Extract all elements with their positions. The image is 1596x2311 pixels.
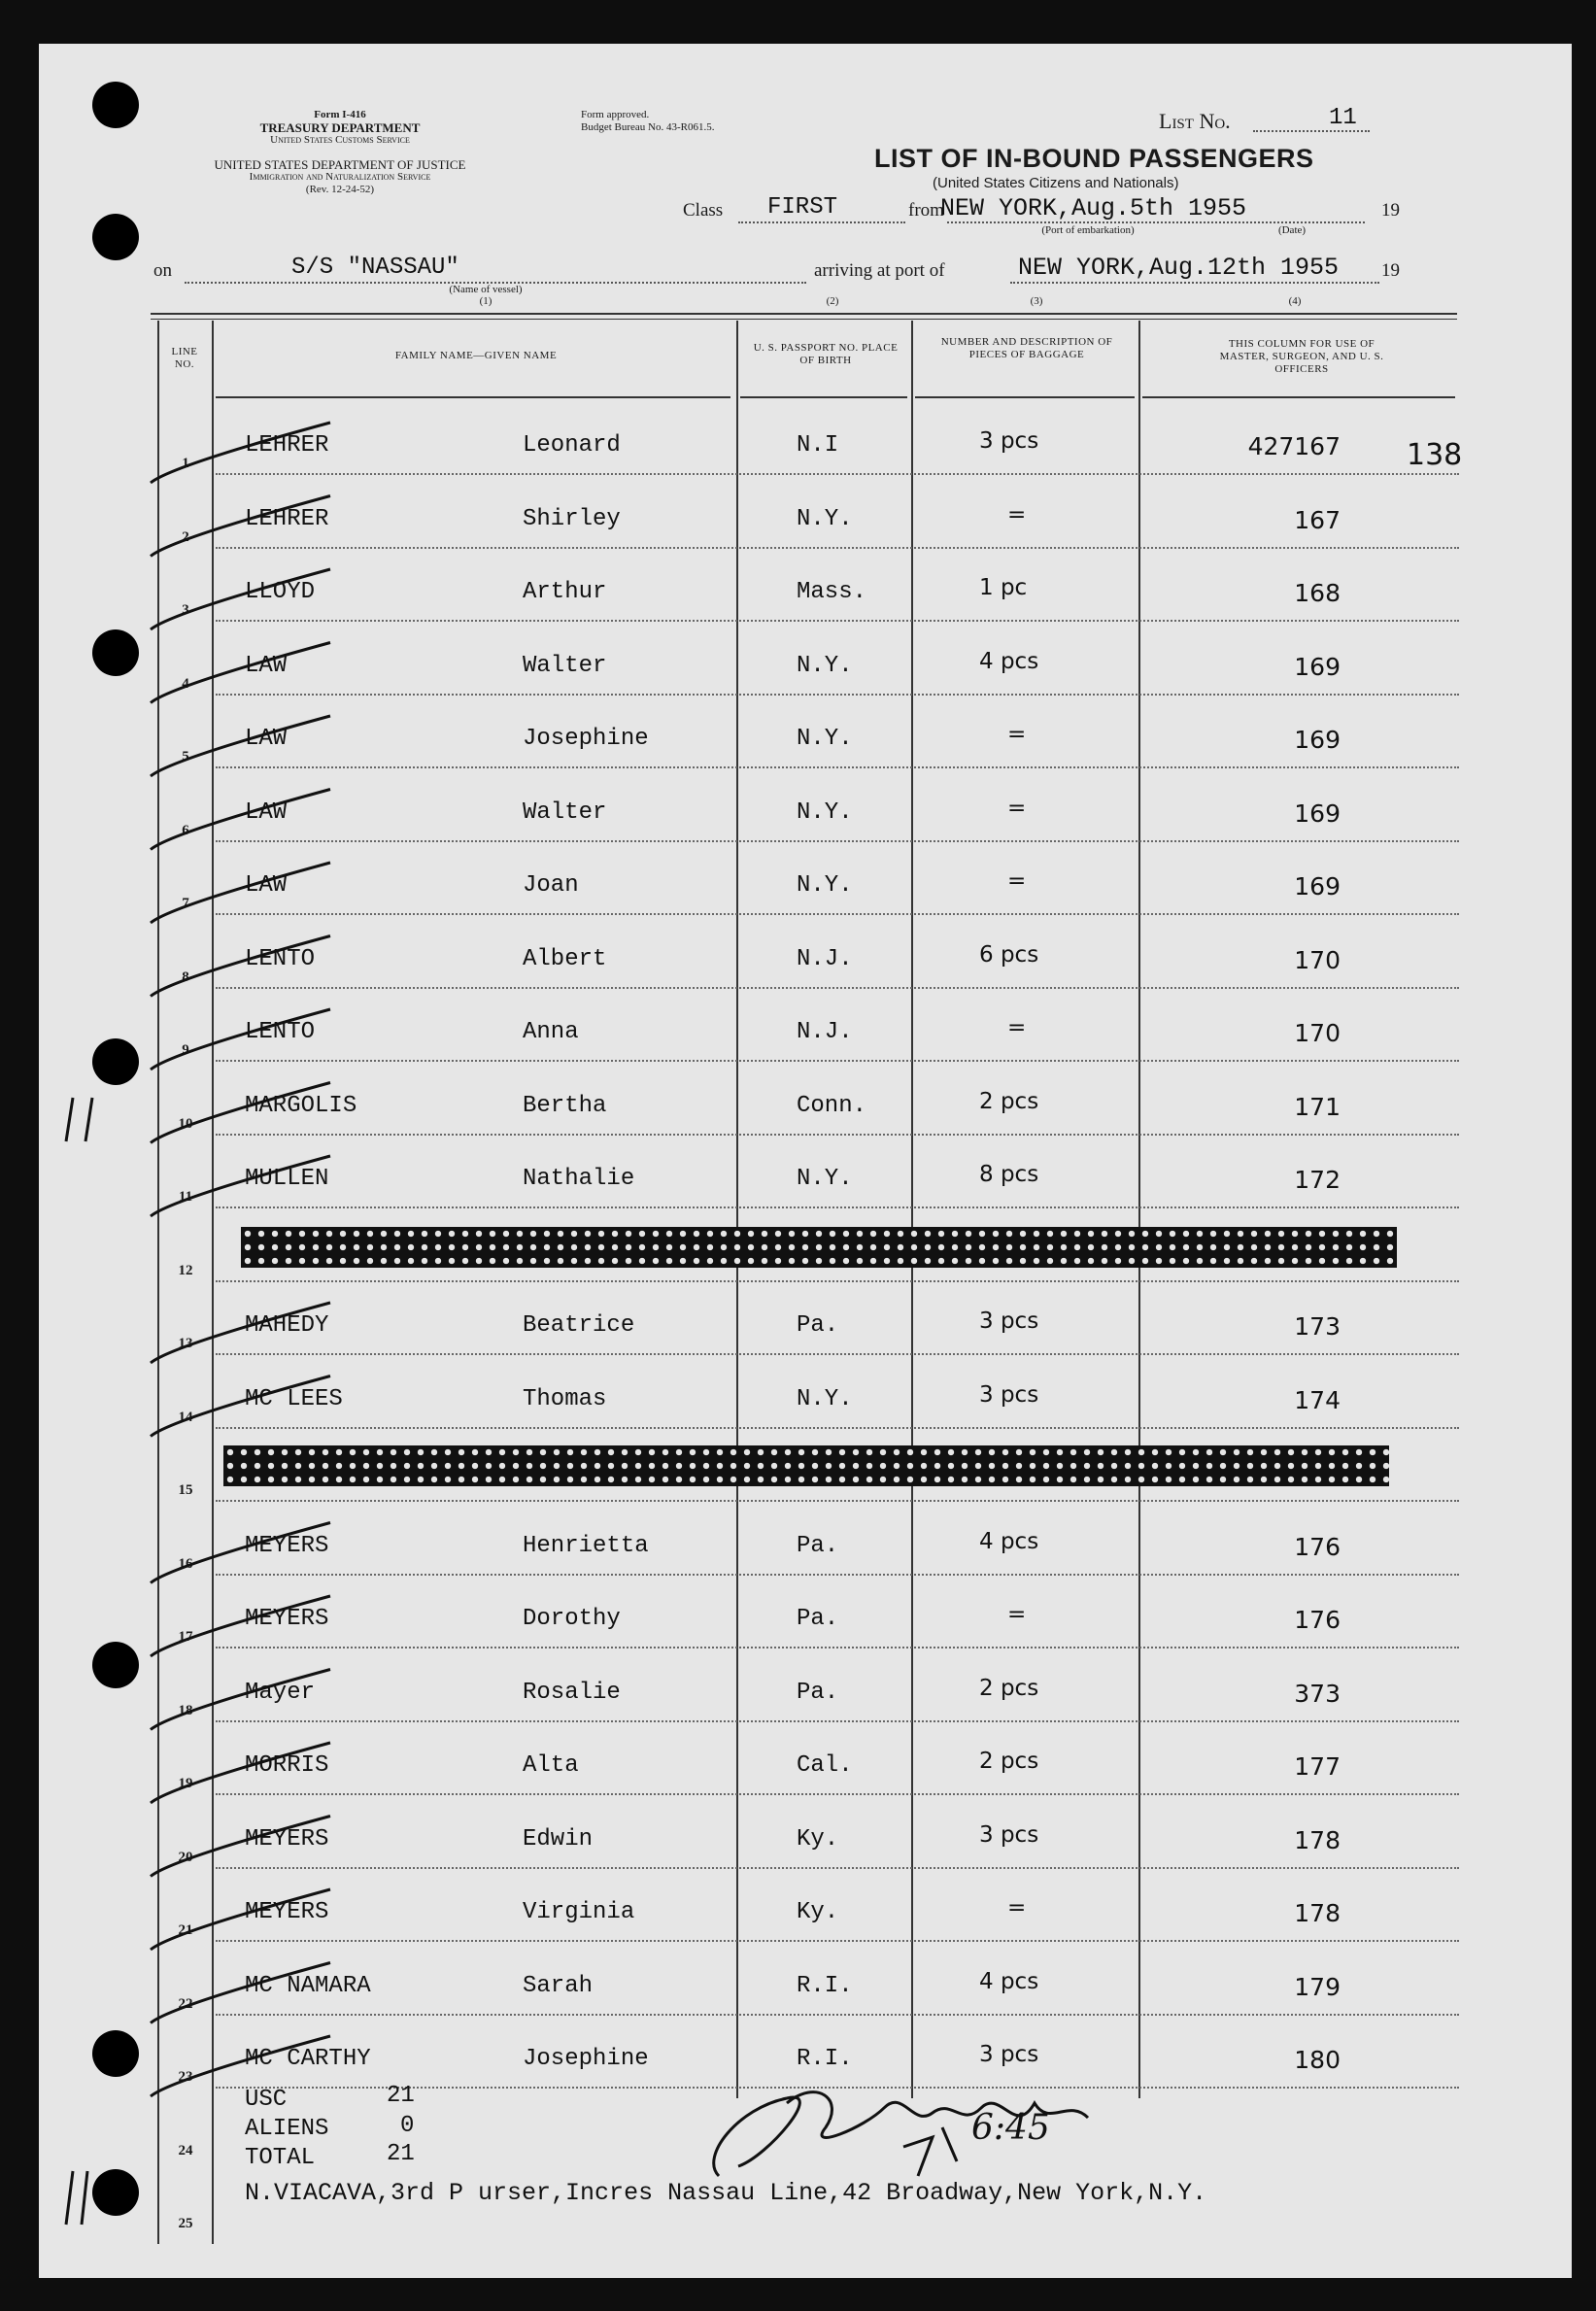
given-name: Alta	[523, 1752, 579, 1779]
baggage: 1 pc	[979, 575, 1028, 600]
col-num-4: (4)	[1288, 295, 1302, 307]
baggage: =	[1007, 1895, 1027, 1920]
baggage: 2 pcs	[979, 1749, 1039, 1774]
row-number: 19	[178, 1776, 193, 1791]
family-name: MARGOLIS	[245, 1092, 357, 1119]
given-name: Thomas	[523, 1385, 607, 1412]
family-name: MULLEN	[245, 1166, 329, 1192]
family-name: Mayer	[245, 1679, 316, 1706]
family-name: LEHRER	[245, 432, 329, 459]
place-of-birth: Ky.	[797, 1825, 839, 1852]
row-number: 6	[182, 822, 189, 838]
place-of-birth: Pa.	[797, 1679, 839, 1706]
officer-number: 167	[1294, 505, 1341, 534]
header-line-no: LINE NO.	[171, 346, 198, 370]
arriving-year: 19	[1381, 260, 1400, 281]
baggage: 4 pcs	[979, 1968, 1039, 1994]
row-number: 12	[178, 1262, 193, 1278]
place-of-birth: R.I.	[797, 1972, 853, 1999]
given-name: Bertha	[523, 1092, 607, 1119]
list-no-value: 11	[1329, 105, 1357, 131]
col-num-3: (3)	[1030, 295, 1043, 307]
row-number: 5	[182, 749, 189, 765]
row-number: 18	[178, 1702, 193, 1718]
header-baggage: NUMBER AND DESCRIPTION OF PIECES OF BAGGAGE	[940, 336, 1113, 360]
given-name: Walter	[523, 652, 607, 679]
family-name: MC NAMARA	[245, 1972, 371, 1999]
officer-number: 169	[1294, 726, 1341, 754]
col-num-1: (1)	[479, 295, 492, 307]
class-value: FIRST	[767, 194, 838, 221]
revision: (Rev. 12-24-52)	[305, 184, 375, 195]
total-label: TOTAL	[245, 2145, 316, 2171]
row-number: 22	[178, 1995, 193, 2012]
given-name: Virginia	[523, 1899, 635, 1925]
row-number: 23	[178, 2069, 193, 2085]
place-of-birth: Mass.	[797, 579, 867, 605]
given-name: Henrietta	[523, 1532, 649, 1559]
check-mark	[151, 1523, 330, 1583]
check-mark	[151, 1963, 330, 2023]
header-passport: U. S. PASSPORT NO. PLACE OF BIRTH	[753, 342, 899, 366]
header-officers: THIS COLUMN FOR USE OF MASTER, SURGEON, AND U. S. OFFICERS	[1219, 338, 1384, 375]
place-of-birth: Cal.	[797, 1752, 853, 1779]
date-caption: (Date)	[1277, 224, 1307, 236]
family-name: LLOYD	[245, 579, 316, 605]
officer-number: 171	[1294, 1092, 1341, 1121]
row-number: 10	[178, 1115, 193, 1132]
given-name: Sarah	[523, 1972, 594, 1999]
family-name: LAW	[245, 726, 288, 752]
given-name: Shirley	[523, 505, 621, 532]
check-mark	[151, 936, 330, 997]
class-label: Class	[683, 200, 724, 221]
header-name: FAMILY NAME—GIVEN NAME	[394, 350, 558, 361]
given-name: Beatrice	[523, 1312, 635, 1339]
check-mark	[151, 2036, 330, 2096]
officer-number: 178	[1294, 1825, 1341, 1854]
given-name: Rosalie	[523, 1679, 621, 1706]
place-of-birth: R.I.	[797, 2046, 853, 2072]
family-name: LENTO	[245, 945, 316, 972]
family-name: LENTO	[245, 1019, 316, 1045]
row-number: 14	[178, 1409, 193, 1425]
place-of-birth: N.Y.	[797, 1385, 853, 1412]
given-name: Albert	[523, 945, 607, 972]
baggage: =	[1007, 501, 1027, 527]
footer-purser: N.VIACAVA,3rd P urser,Incres Nassau Line,42 Broadway,New York,N.Y.	[245, 2179, 1207, 2207]
baggage: 3 pcs	[979, 1308, 1039, 1334]
check-mark	[151, 643, 330, 703]
from-year: 19	[1381, 200, 1400, 221]
check-mark	[151, 569, 330, 629]
place-of-birth: N.Y.	[797, 872, 853, 899]
usc-value: 21	[387, 2083, 415, 2109]
baggage: =	[1007, 795, 1027, 821]
check-mark	[151, 1889, 330, 1950]
officer-number: 173	[1294, 1312, 1341, 1341]
check-mark	[151, 863, 330, 923]
ins-name: Immigration and Naturalization Service	[249, 171, 431, 183]
given-name: Joan	[523, 872, 579, 899]
officer-number: 172	[1294, 1166, 1341, 1194]
row-number: 15	[178, 1482, 193, 1498]
given-name: Josephine	[523, 726, 649, 752]
row-number: 3	[182, 602, 189, 618]
vessel-caption: (Name of vessel)	[449, 284, 523, 295]
check-mark	[151, 1083, 330, 1143]
place-of-birth: Pa.	[797, 1312, 839, 1339]
family-name: LEHRER	[245, 505, 329, 532]
from-label: from	[908, 200, 944, 221]
family-name: LAW	[245, 652, 288, 679]
check-mark	[151, 790, 330, 850]
given-name: Leonard	[523, 432, 621, 459]
place-of-birth: N.J.	[797, 1019, 853, 1045]
place-of-birth: Pa.	[797, 1606, 839, 1632]
baggage: =	[1007, 722, 1027, 747]
baggage: 2 pcs	[979, 1088, 1039, 1114]
baggage: 3 pcs	[979, 1821, 1039, 1848]
row-number: 21	[178, 1922, 193, 1938]
place-of-birth: Conn.	[797, 1092, 867, 1119]
family-name: MC LEES	[245, 1385, 343, 1412]
page-subtitle: (United States Citizens and Nationals)	[933, 175, 1179, 191]
baggage: 3 pcs	[979, 1381, 1039, 1408]
side-number: 138	[1407, 438, 1463, 472]
officer-number: 169	[1294, 652, 1341, 681]
officer-number: 174	[1294, 1385, 1341, 1414]
family-name: MEYERS	[245, 1532, 329, 1559]
family-name: LAW	[245, 799, 288, 826]
place-of-birth: N.J.	[797, 945, 853, 972]
form-number: Form I-416	[314, 109, 366, 120]
baggage: =	[1007, 868, 1027, 894]
from-value: NEW YORK,Aug.5th 1955	[940, 194, 1247, 222]
row-number: 16	[178, 1555, 193, 1572]
place-of-birth: N.Y.	[797, 726, 853, 752]
officer-number: 170	[1294, 945, 1341, 974]
dept-name: TREASURY DEPARTMENT	[259, 120, 421, 135]
baggage: 8 pcs	[979, 1162, 1039, 1187]
officer-number: 169	[1294, 799, 1341, 828]
budget-bureau: Budget Bureau No. 43-R061.5.	[581, 121, 715, 133]
place-of-birth: N.Y.	[797, 652, 853, 679]
vessel-name: S/S "NASSAU"	[291, 255, 459, 281]
row-number: 17	[178, 1629, 193, 1645]
check-mark	[151, 1156, 330, 1216]
check-mark	[151, 1817, 330, 1877]
check-mark	[151, 1009, 330, 1070]
officer-number: 373	[1294, 1679, 1341, 1708]
check-mark	[151, 423, 330, 483]
family-name: MORRIS	[245, 1752, 329, 1779]
place-of-birth: Pa.	[797, 1532, 839, 1559]
col-num-2: (2)	[826, 295, 839, 307]
baggage: =	[1007, 1015, 1027, 1040]
arriving-label: arriving at port of	[814, 260, 945, 281]
check-mark	[151, 1670, 330, 1730]
given-name: Josephine	[523, 2046, 649, 2072]
row-number: 4	[182, 675, 189, 692]
baggage: 3 pcs	[979, 2042, 1039, 2067]
page-title: LIST OF IN-BOUND PASSENGERS	[874, 144, 1314, 173]
port-embark-caption: (Port of embarkation)	[1041, 224, 1135, 236]
customs-name: United States Customs Service	[270, 134, 410, 146]
place-of-birth: N.Y.	[797, 505, 853, 532]
aliens-label: ALIENS	[245, 2116, 329, 2142]
officer-number: 180	[1294, 2046, 1341, 2074]
check-mark	[151, 716, 330, 776]
place-of-birth: N.I	[797, 432, 839, 459]
row-number: 20	[178, 1849, 193, 1865]
row-number: 7	[182, 896, 189, 911]
arriving-value: NEW YORK,Aug.12th 1955	[1018, 254, 1340, 282]
given-name: Arthur	[523, 579, 607, 605]
aliens-value: 0	[400, 2113, 415, 2139]
family-name: MEYERS	[245, 1825, 329, 1852]
justice-name: UNITED STATES DEPARTMENT OF JUSTICE	[214, 157, 466, 172]
signature-time: 6:45	[971, 2108, 1050, 2148]
baggage: 6 pcs	[979, 941, 1039, 968]
place-of-birth: N.Y.	[797, 1166, 853, 1192]
check-mark	[151, 496, 330, 557]
row-number: 25	[178, 2216, 193, 2231]
officer-number: 176	[1294, 1532, 1341, 1561]
list-no-label: List No.	[1159, 109, 1231, 133]
officer-number: 170	[1294, 1019, 1341, 1047]
baggage: 2 pcs	[979, 1675, 1039, 1701]
check-mark	[151, 1596, 330, 1656]
family-name: MC CARTHY	[245, 2046, 371, 2072]
family-name: LAW	[245, 872, 288, 899]
family-name: MEYERS	[245, 1606, 329, 1632]
row-number: 8	[182, 969, 189, 985]
place-of-birth: Ky.	[797, 1899, 839, 1925]
row-number: 11	[178, 1189, 193, 1205]
check-mark	[151, 1303, 330, 1363]
family-name: MAHEDY	[245, 1312, 329, 1339]
form-approved: Form approved.	[581, 109, 650, 120]
usc-label: USC	[245, 2087, 288, 2113]
place-of-birth: N.Y.	[797, 799, 853, 826]
baggage: =	[1007, 1602, 1027, 1627]
baggage: 4 pcs	[979, 648, 1039, 674]
row-number: 24	[178, 2142, 193, 2158]
officer-number: 177	[1294, 1752, 1341, 1781]
given-name: Dorothy	[523, 1606, 621, 1632]
check-mark	[151, 1376, 330, 1437]
row-number: 13	[178, 1336, 193, 1351]
baggage: 4 pcs	[979, 1528, 1039, 1554]
row-number: 2	[182, 528, 189, 545]
check-mark	[151, 1743, 330, 1803]
officer-number: 178	[1294, 1899, 1341, 1927]
row-number: 1	[182, 456, 189, 471]
officer-number: 169	[1294, 872, 1341, 901]
row-number: 9	[182, 1042, 189, 1058]
baggage: 3 pcs	[979, 428, 1039, 454]
total-value: 21	[387, 2141, 415, 2167]
given-name: Anna	[523, 1019, 579, 1045]
officer-number: 427167	[1247, 432, 1341, 460]
officer-number: 176	[1294, 1606, 1341, 1634]
given-name: Walter	[523, 799, 607, 826]
officer-number: 168	[1294, 579, 1341, 607]
given-name: Nathalie	[523, 1166, 635, 1192]
officer-number: 179	[1294, 1972, 1341, 2001]
on-label: on	[153, 260, 172, 281]
given-name: Edwin	[523, 1825, 594, 1852]
family-name: MEYERS	[245, 1899, 329, 1925]
